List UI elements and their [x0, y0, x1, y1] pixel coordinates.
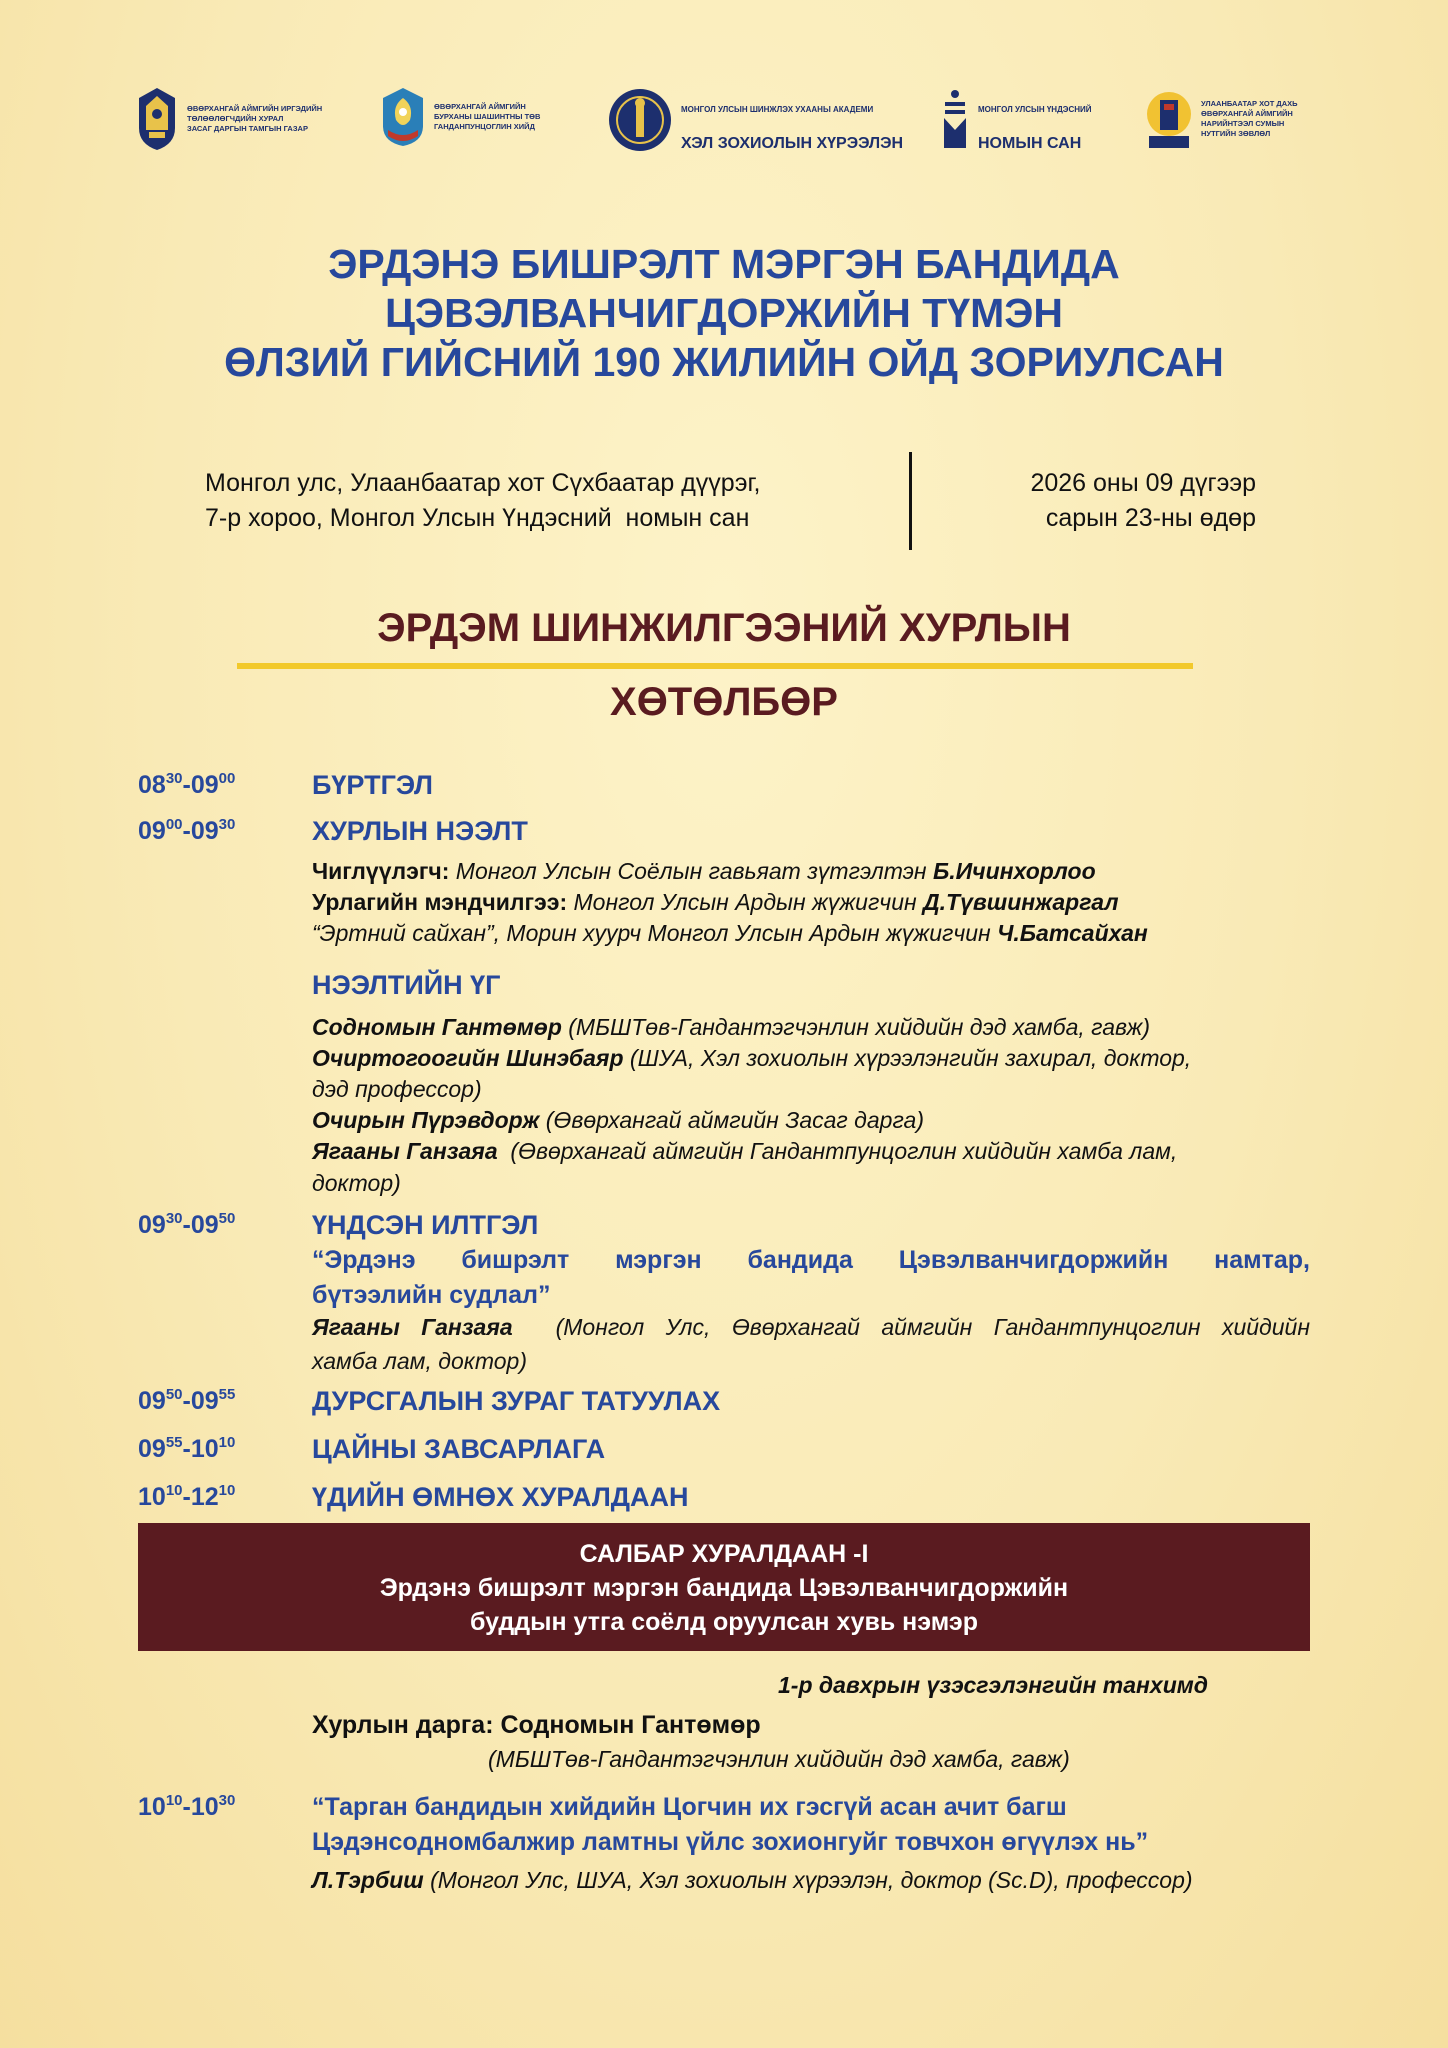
event-title: [0, 240, 1448, 387]
event-title-line2: ЦЭВЭЛВАНЧИГДОРЖИЙН ТҮМЭН: [384, 290, 1064, 336]
program-title-divider: [237, 663, 1193, 669]
speech-item-continued: дэд профессор): [312, 1076, 482, 1102]
opening-song: “Эртний сайхан”, Морин хуурч Монгол Улсын Ардын жүжигчин Ч.Батсайхан: [312, 920, 1148, 946]
session-talk-speaker: Л.Тэрбиш (Монгол Улс, ШУА, Хэл зохиолын хүрээлэн, доктор (Sc.D), профессор): [312, 1867, 1193, 1893]
logo-academy-subtext: МОНГОЛ УЛСЫН ШИНЖЛЭХ УХААНЫ АКАДЕМИ: [681, 105, 874, 115]
opening-art-greeting: Урлагийн мэндчилгээ: Монгол Улсын Ардын жүжигчин Д.Түвшинжаргал: [312, 889, 1119, 915]
session-chair-desc: (МБШТөв-Гандантэгчэнлин хийдийн дэд хамба, гавж): [488, 1746, 1070, 1772]
date-line1: 2026 оны 09 дүгээр: [1030, 469, 1256, 497]
keynote-speaker-continued: хамба лам, доктор): [312, 1348, 527, 1374]
schedule-time: $10^{10}-12^{10}$: [138, 1482, 236, 1511]
aimag-assembly-emblem-icon: [135, 86, 179, 152]
logo-academy-text: [681, 86, 903, 153]
banner-line3: буддын утга соёлд оруулсан хувь нэмэр: [469, 1608, 979, 1636]
keynote-speaker: Ягааны Ганзаяа (Монгол Улс, Өвөрхангай аймгийн Гандантпунцоглин хийдийн: [312, 1314, 1310, 1340]
date-line2: сарын 23-ны өдөр: [1045, 504, 1256, 532]
banner-line2: Эрдэнэ бишрэлт мэргэн бандида Цэвэлванчигдоржийн: [379, 1574, 1069, 1602]
schedule-title-photo: ДУРСГАЛЫН ЗУРАГ ТАТУУЛАХ: [312, 1386, 721, 1416]
partner-logos: [135, 86, 1315, 166]
schedule-time: $09^{00}-09^{30}$: [138, 816, 236, 845]
logo-soum-council: [1145, 86, 1298, 152]
schedule-time: $08^{30}-09^{00}$: [138, 770, 236, 799]
location-date-divider: [909, 452, 912, 550]
logo-academy-maintext: ХЭЛ ЗОХИОЛЫН ХҮРЭЭЛЭН: [681, 134, 904, 152]
schedule-time: $09^{50}-09^{55}$: [138, 1386, 236, 1415]
keynote-title-line1: “Эрдэнэ бишрэлт мэргэн бандида Цэвэлванчигдоржийн намтар,: [312, 1246, 1310, 1274]
schedule-title-morning-session: ҮДИЙН ӨМНӨХ ХУРАЛДААН: [312, 1482, 689, 1512]
banner-line1: САЛБАР ХУРАЛДААН -I: [579, 1540, 869, 1568]
logo-monastery-text: ӨВӨРХАНГАЙ АЙМГИЙН БУРХАНЫ ШАШИНТНЫ ТӨВ ГАНДАНПУНЦОГЛИН ХИЙД: [434, 101, 541, 132]
speech-item-continued: доктор): [312, 1170, 401, 1196]
session-talk-title-line1: “Тарган бандидын хийдийн Цогчин их гэсгүй асан ачит багш: [312, 1793, 1067, 1821]
session-talk-title-line2: Цэдэнсодномбалжир ламтны үйлс зохионгуйг товчхон өгүүлэх нь”: [312, 1828, 1149, 1856]
schedule-title-tea-break: ЦАЙНЫ ЗАВСАРЛАГА: [312, 1434, 606, 1464]
section-banner: [138, 1523, 1310, 1651]
event-date: [930, 466, 1256, 536]
schedule-title-registration: БҮРТГЭЛ: [312, 770, 433, 800]
location-line1: Монгол улс, Улаанбаатар хот Сүхбаатар дүүрэг,: [205, 469, 761, 497]
location-line2: 7-р хороо, Монгол Улсын Үндэсний номын сан: [205, 504, 750, 532]
speech-item: Очиртогоогийн Шинэбаяр (ШУА, Хэл зохиолын хүрээлэнгийн захирал, доктор,: [312, 1045, 1192, 1071]
event-title-line1: ЭРДЭНЭ БИШРЭЛТ МЭРГЭН БАНДИДА: [328, 241, 1120, 287]
speech-item: Содномын Гантөмөр (МБШТөв-Гандантэгчэнлин хийдийн дэд хамба, гавж): [312, 1014, 1151, 1040]
schedule-title-keynote: ҮНДСЭН ИЛТГЭЛ: [312, 1210, 539, 1240]
schedule-title-opening: ХУРЛЫН НЭЭЛТ: [312, 816, 528, 846]
logo-national-library: [940, 86, 1092, 153]
logo-aimag-assembly: [135, 86, 322, 152]
logo-library-maintext: НОМЫН САН: [978, 134, 1082, 152]
logo-academy: [607, 86, 903, 153]
logo-aimag-assembly-text: ӨВӨРХАНГАЙ АЙМГИЙН ИРГЭДИЙН ТӨЛӨӨЛӨГЧДИЙН ХУРАЛ ЗАСАГ ДАРГЫН ТАМГЫН ГАЗАР: [187, 103, 323, 134]
speech-item: Очирын Пүрэвдорж (Өвөрхангай аймгийн Засаг дарга): [312, 1107, 924, 1133]
schedule-time: $10^{10}-10^{30}$: [138, 1792, 236, 1821]
program-subtitle: ХӨТӨЛБӨР: [610, 680, 838, 724]
academy-emblem-icon: [607, 87, 673, 153]
schedule-time: $09^{55}-10^{10}$: [138, 1434, 236, 1463]
session-room: 1-р давхрын үзэсгэлэнгийн танхимд: [778, 1672, 1208, 1698]
soum-council-emblem-icon: [1145, 86, 1193, 152]
logo-soum-council-text: УЛААНБААТАР ХОТ ДАХЬ ӨВӨРХАНГАЙ АЙМГИЙН НАРИЙНТЭЭЛ СУМЫН НУТГИЙН ЗӨВЛӨЛ: [1201, 98, 1298, 139]
logo-library-subtext: МОНГОЛ УЛСЫН ҮНДЭСНИЙ: [978, 105, 1092, 115]
monastery-emblem-icon: [380, 86, 426, 148]
program-title: ЭРДЭМ ШИНЖИЛГЭЭНИЙ ХУРЛЫН: [377, 606, 1071, 650]
national-library-emblem-icon: [940, 88, 970, 152]
opening-mc: Чиглүүлэгч: Монгол Улсын Соёлын гавьяат зүтгэлтэн Б.Ичинхорлоо: [312, 858, 1096, 884]
opening-speeches-heading: НЭЭЛТИЙН ҮГ: [312, 970, 501, 1000]
logo-monastery: [380, 86, 540, 148]
schedule-time: $09^{30}-09^{50}$: [138, 1210, 236, 1239]
event-location: [205, 466, 865, 536]
keynote-title-line2: бүтээлийн судлал”: [312, 1281, 551, 1309]
event-title-line3: ӨЛЗИЙ ГИЙСНИЙ 190 ЖИЛИЙН ОЙД ЗОРИУЛСАН: [224, 339, 1224, 385]
session-chair: Хурлын дарга: Содномын Гантөмөр: [312, 1711, 761, 1739]
logo-national-library-text: [978, 86, 1092, 153]
speech-item: Ягааны Ганзаяа (Өвөрхангай аймгийн Гандантпунцоглин хийдийн хамба лам,: [312, 1138, 1178, 1164]
